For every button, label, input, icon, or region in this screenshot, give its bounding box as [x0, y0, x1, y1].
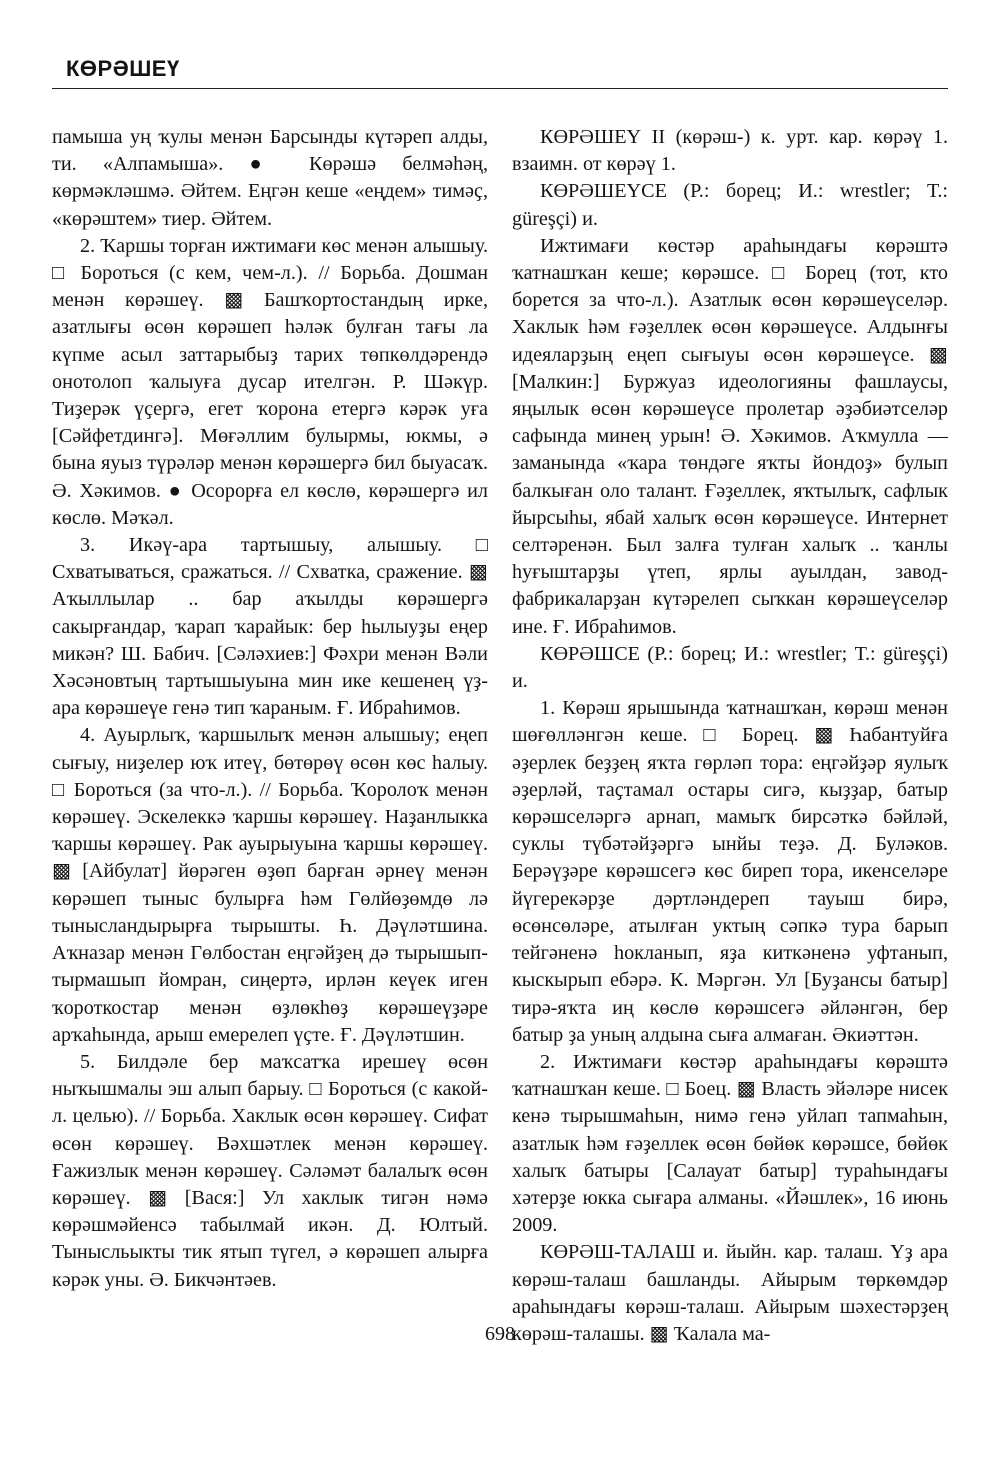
- entry-paragraph: 2. Ижтимағи көстәр араһындағы көрәштә ҡатнашҡан кеше. □ Боец. ▩ Власть эйәләре нисек кенә тырышмаһын, нимә генә уйлап тапмаһын, азатлык һәм ғәҙеллек өсөн бөйөк көрәшсе, бөйөк халыҡ батыры [Салауат батыр] тураһындағы хәтерҙе юкка сығара алманы. «Йәшлек», 16 июнь 2009.: [512, 1050, 948, 1237]
- left-column: [52, 124, 488, 1294]
- running-head: КӨРӘШЕҮ: [66, 56, 180, 81]
- entry-headword-paragraph: КӨРӘШЕҮСЕ (Р.: борец; И.: wrestler; Т.: güreşçi) и.: [512, 180, 948, 230]
- entry-paragraph: Ижтимағи көстәр араһындағы көрәштә ҡатнашҡан кеше; көрәшсе. □ Борец (тот, кто борется за что-л.). Азатлык өсөн көрәшеүселәр. Хаклык һәм ғәҙеллек өсөн көрәшеүсе. Алдынғы идеяларҙың еңеп сығыуы өсөн көрәшеүсе. ▩ [Малкин:] Буржуаз идеологияны фашлаусы, яңылык өсөн көрәшеүсе пролетар әҙәбиәтселәр сафында минең урын! Ә. Хәкимов. Аҡмулла — заманында «ҡара төндәге яҡты йондоҙ» булып балкыған оло талант. Ғәҙеллек, яҡтылыҡ, сафлык йырсыһы, ябай халыҡ өсөн көрәшеүсе. Интернет селтәренән. Был залға тулған халыҡ .. ҡанлы һуғыштарҙы үтеп, ярлы ауылдан, завод-фабрикаларҙан күтәрелеп сыҡкан көрәшеүселәр ине. Ғ. Ибраһимов.: [512, 234, 948, 638]
- entry-paragraph: 1. Көрәш ярышында ҡатнашҡан, көрәш менән шөғөлләнгән кеше. □ Борец. ▩ Һабантуйға әҙерлек беҙҙең яҡта гөрләп тора: еңгәйҙәр яулыҡ әҙерләй, таҫтамал остары сигә, кыҙҙар, батыр көрәшселәргә арнап, мамыҡ бирсәткә бәйләй, суклы түбәтәйҙәргә ынйы теҙә. Д. Буләков. Берәүҙәре көрәшсегә көс биреп тора, икенселәре йүгерекәрҙе дәртләндереп тауыш бирә, өсөнсөләре, атылған уктың сәпкә тура барып тейгәненә һокланып, яҙа киткәненә уфтанып, кыскырып ебәрә. К. Мәргән. Ул [Буҙансы батыр] тирә-яҡта иң көслө көрәшсегә әйләнгән, бер батыр ҙа уның алдына сыға алмаған. Әкиәттән.: [512, 697, 948, 1046]
- entry-headword-paragraph: КӨРӘШЕҮ II (көрәш-) к. урт. кар. көрәү 1. взаимн. от көрәү 1.: [512, 126, 948, 176]
- entry-paragraph: памыша уң ҡулы менән Барсынды күтәреп алды, ти. «Алпамыша». ● Көрәшә белмәһәң, көрмәкләшмә. Әйтем. Еңгән кеше «еңдем» тимәҫ, «көрәштем» тиер. Әйтем.: [52, 126, 488, 230]
- entry-headword-paragraph: КӨРӘШСЕ (Р.: борец; И.: wrestler; Т.: güreşçi) и.: [512, 642, 948, 693]
- entry-paragraph: 2. Ҡаршы торған ижтимағи көс менән алышыу. □ Бороться (с кем, чем-л.). // Борьба. Дошман менән көрәшеү. ▩ Башҡортостандың ирке, азатлығы өсөн көрәшеп һәләк булған тағы ла күпме асыл заттарыбыҙ тарих төпкөлдәрендә онотолоп ҡалыуға дусар ителгән. Р. Шәкүр. Тиҙерәк үҫергә, егет ҡорона етергә кәрәк уға [Сәйфетдингә]. Мөғәллим булырмы, юкмы, ә бына яуыз түрәләр менән көрәшергә бил быуасаҡ. Ә. Хәкимов. ● Осорорға ел көслө, көрәшергә ил көслө. Мәҡәл.: [52, 234, 488, 529]
- entry-paragraph: 4. Ауырлыҡ, ҡаршылыҡ менән алышыу; еңеп сығыу, ниҙелер юҡ итеү, бөтөрөү өсөн көс һалыу. □ Бороться (за что-л.). // Борьба. Ҡоролоҡ менән көрәшеү. Эскелеккә ҡаршы көрәшеү. Наҙанлыкка ҡаршы көрәшеү. Рак ауырыуына ҡаршы көрәшеү. ▩ [Айбулат] йөрәген өҙөп барған әрнеү менән көрәшеп тыныс булырға һәм Гөлйөҙөмдө лә тынысландырырға тырышты. Һ. Дәүләтшина. Аҡназар менән Гөлбостан еңгәйҙең дә тырышып-тырмашып йомран, сиңертә, ирлән кеүек иген ҡороткостар менән өҙлөкһөҙ көрәшеүҙәре арҡаһында, арыш емерелеп үҫте. Ғ. Дәүләтшин.: [52, 724, 488, 1046]
- page-header: [52, 56, 948, 89]
- page-number: 698: [485, 1323, 515, 1345]
- entry-paragraph: 5. Билдәле бер маҡсатҡа ирешеү өсөн ныҡышмалы эш алып барыу. □ Бороться (с какой-л. целью). // Борьба. Хаклык өсөн көрәшеү. Сифат өсөн көрәшеү. Вәхшәтлек менән көрәшеү. Ғажизлык менән көрәшеү. Сәләмәт балалыҡ өсөн көрәшеү. ▩ [Вася:] Ул хаклык тигән нәмә көрәшмәйенсә табылмай икән. Д. Юлтый. Тынысльыкты тик ятып түгел, ә көрәшеп алырға кәрәк уны. Ә. Бикчәнтәев.: [52, 1050, 488, 1291]
- entry-headword-paragraph: КӨРӘШ-ТАЛАШ и. йыйн. кар. талаш. Үҙ ара көрәш-талаш башланды. Айырым төркөмдәр араһындағы көрәш-талаш. Айырым шәхестәрҙең көрәш-талашы. ▩ Ҡалала ма-: [512, 1241, 948, 1345]
- right-column: [512, 124, 948, 1348]
- entry-paragraph: 3. Икәү-ара тартышыу, алышыу. □ Схватываться, сражаться. // Схватка, сражение. ▩ Аҡыллылар .. бар аҡылды көрәшергә сакырғандар, ҡарап ҡарайык: бер һылыуҙы еңер микән? Ш. Бабич. [Сәләхиев:] Фәхри менән Вәли Хәсәновтың тартышыуына мин ике кешенең үҙ-ара көрәшеүе генә тип ҡараным. Ғ. Ибраһимов.: [52, 534, 488, 720]
- header-rule: [52, 88, 948, 89]
